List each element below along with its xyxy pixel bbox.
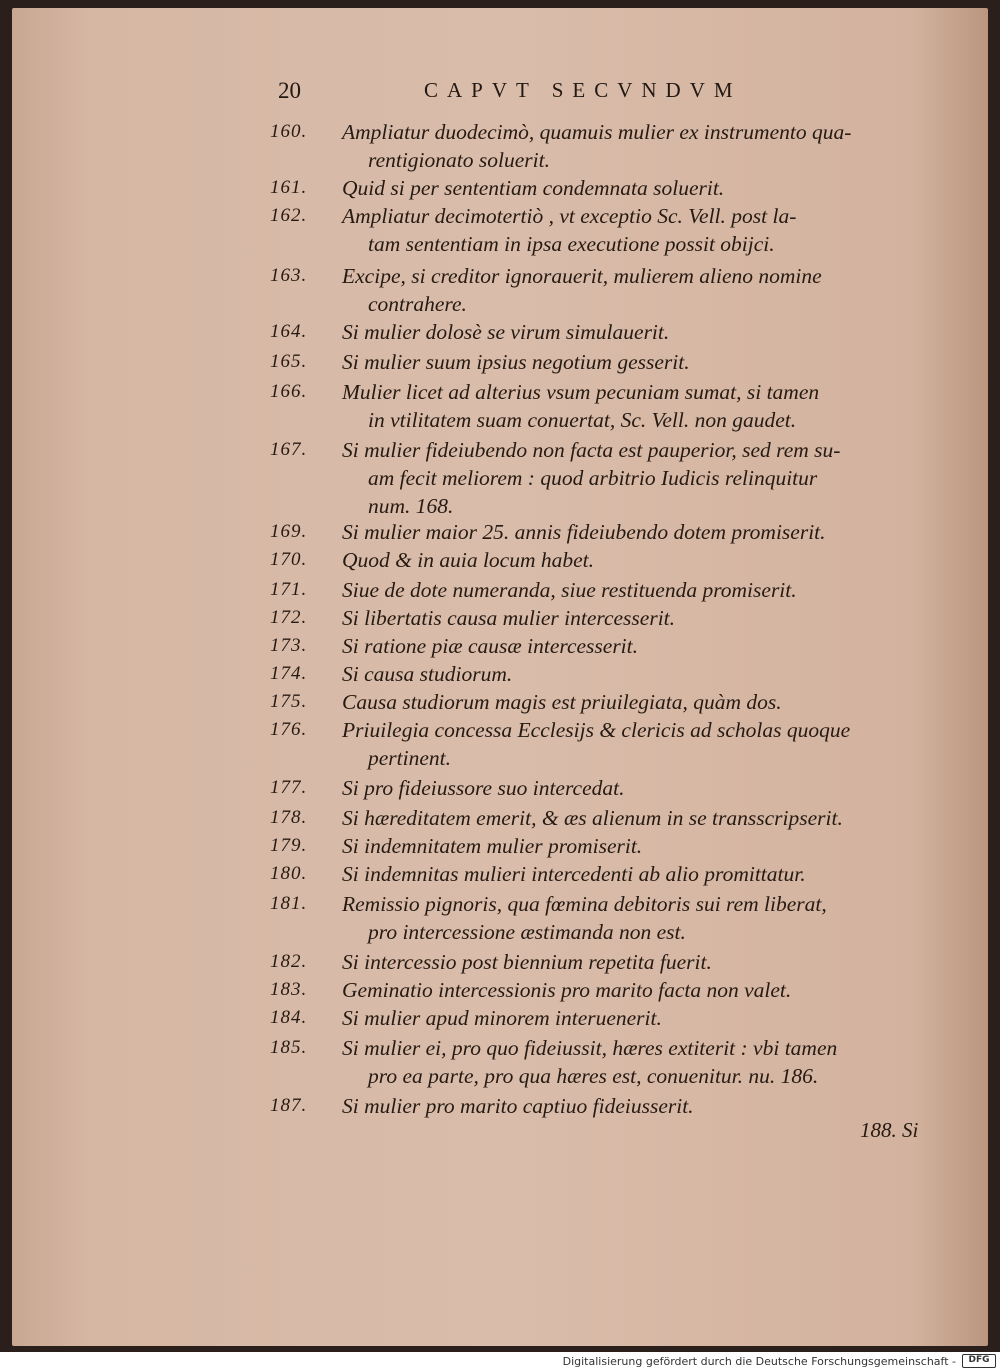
- entry-number: 176.: [270, 719, 308, 740]
- entry-text: Geminatio intercessionis pro marito facta non valet.: [342, 978, 792, 1002]
- entry-text: Si mulier ei, pro quo fideiussit, hæres extiterit : vbi tamen pro ea parte, pro qua hæres est, conuenitur. nu. 186.: [342, 1036, 838, 1088]
- entry-text: Ampliatur duodecimò, quamuis mulier ex instrumento qua- rentigionato soluerit.: [342, 120, 852, 172]
- entry-text: Si intercessio post biennium repetita fuerit.: [342, 950, 712, 974]
- entry-text: Si hæreditatem emerit, & æs alienum in se transscripserit.: [342, 806, 843, 830]
- entry-text: Si indemnitas mulieri intercedenti ab alio promittatur.: [342, 862, 806, 886]
- entry-number: 162.: [270, 205, 308, 226]
- entry-number: 179.: [270, 835, 308, 856]
- entry-number: 183.: [270, 979, 308, 1000]
- entry-number: 180.: [270, 863, 308, 884]
- running-head: CAPVT SECVNDVM: [424, 78, 742, 102]
- funding-notice: Digitalisierung gefördert durch die Deutsche Forschungsgemeinschaft -: [562, 1355, 956, 1368]
- entry-text: Si causa studiorum.: [342, 662, 513, 686]
- entry-text: Si mulier apud minorem interuenerit.: [342, 1006, 662, 1030]
- entry-number: 174.: [270, 663, 308, 684]
- entry-number: 161.: [270, 177, 308, 198]
- entry-text: Si mulier pro marito captiuo fideiusserit.: [342, 1094, 694, 1118]
- entry-number: 163.: [270, 265, 308, 286]
- entry-number: 171.: [270, 579, 308, 600]
- entry-text: Si mulier suum ipsius negotium gesserit.: [342, 350, 690, 374]
- entry-number: 177.: [270, 777, 308, 798]
- entry-text: Quod & in auia locum habet.: [342, 548, 595, 572]
- entry-text: Si ratione piæ causæ intercesserit.: [342, 634, 639, 658]
- entry-number: 165.: [270, 351, 308, 372]
- entry-number: 181.: [270, 893, 308, 914]
- entry-text: Si indemnitatem mulier promiserit.: [342, 834, 643, 858]
- dfg-logo-icon: DFG: [962, 1354, 996, 1368]
- entry-number: 172.: [270, 607, 308, 628]
- entry-text: Siue de dote numeranda, siue restituenda promiserit.: [342, 578, 797, 602]
- entry-text: Causa studiorum magis est priuilegiata, quàm dos.: [342, 690, 782, 714]
- entry-number: 175.: [270, 691, 308, 712]
- page-header: [278, 76, 798, 106]
- entry-text: Mulier licet ad alterius vsum pecuniam sumat, si tamen in vtilitatem suam conuertat, Sc. Vell. non gaudet.: [342, 380, 820, 432]
- entry-number: 169.: [270, 521, 308, 542]
- entry-text: Quid si per sententiam condemnata soluerit.: [342, 176, 725, 200]
- entry-number: 170.: [270, 549, 308, 570]
- entry-text: Excipe, si creditor ignorauerit, mulierem alieno nomine contrahere.: [342, 264, 822, 316]
- entry-text: Si mulier fideiubendo non facta est pauperior, sed rem su- am fecit meliorem : quod arbitrio Iudicis relinquitur num. 168.: [342, 438, 841, 518]
- entry-number: 178.: [270, 807, 308, 828]
- entry-number: 160.: [270, 121, 308, 142]
- entry-number: 164.: [270, 321, 308, 342]
- page-number: 20: [278, 78, 301, 103]
- entry-text: Si mulier maior 25. annis fideiubendo dotem promiserit.: [342, 520, 826, 544]
- entry-text: Si libertatis causa mulier intercesserit.: [342, 606, 676, 630]
- entry-text: Si mulier dolosè se virum simulauerit.: [342, 320, 670, 344]
- entry-number: 173.: [270, 635, 308, 656]
- entry-number: 166.: [270, 381, 308, 402]
- entry-number: 167.: [270, 439, 308, 460]
- entry-text: Priuilegia concessa Ecclesijs & clericis ad scholas quoque pertinent.: [342, 718, 851, 770]
- entry-number: 182.: [270, 951, 308, 972]
- entry-text: Ampliatur decimotertiò , vt exceptio Sc. Vell. post la- tam sententiam in ipsa executione possit obijci.: [342, 204, 797, 256]
- entry-number: 187.: [270, 1095, 308, 1116]
- entry-number: 184.: [270, 1007, 308, 1028]
- entry-number: 185.: [270, 1037, 308, 1058]
- catchword: 188. Si: [860, 1118, 919, 1142]
- entry-text: Remissio pignoris, qua fœmina debitoris sui rem liberat, pro intercessione æstimanda non est.: [342, 892, 827, 944]
- entry-text: Si pro fideiussore suo intercedat.: [342, 776, 625, 800]
